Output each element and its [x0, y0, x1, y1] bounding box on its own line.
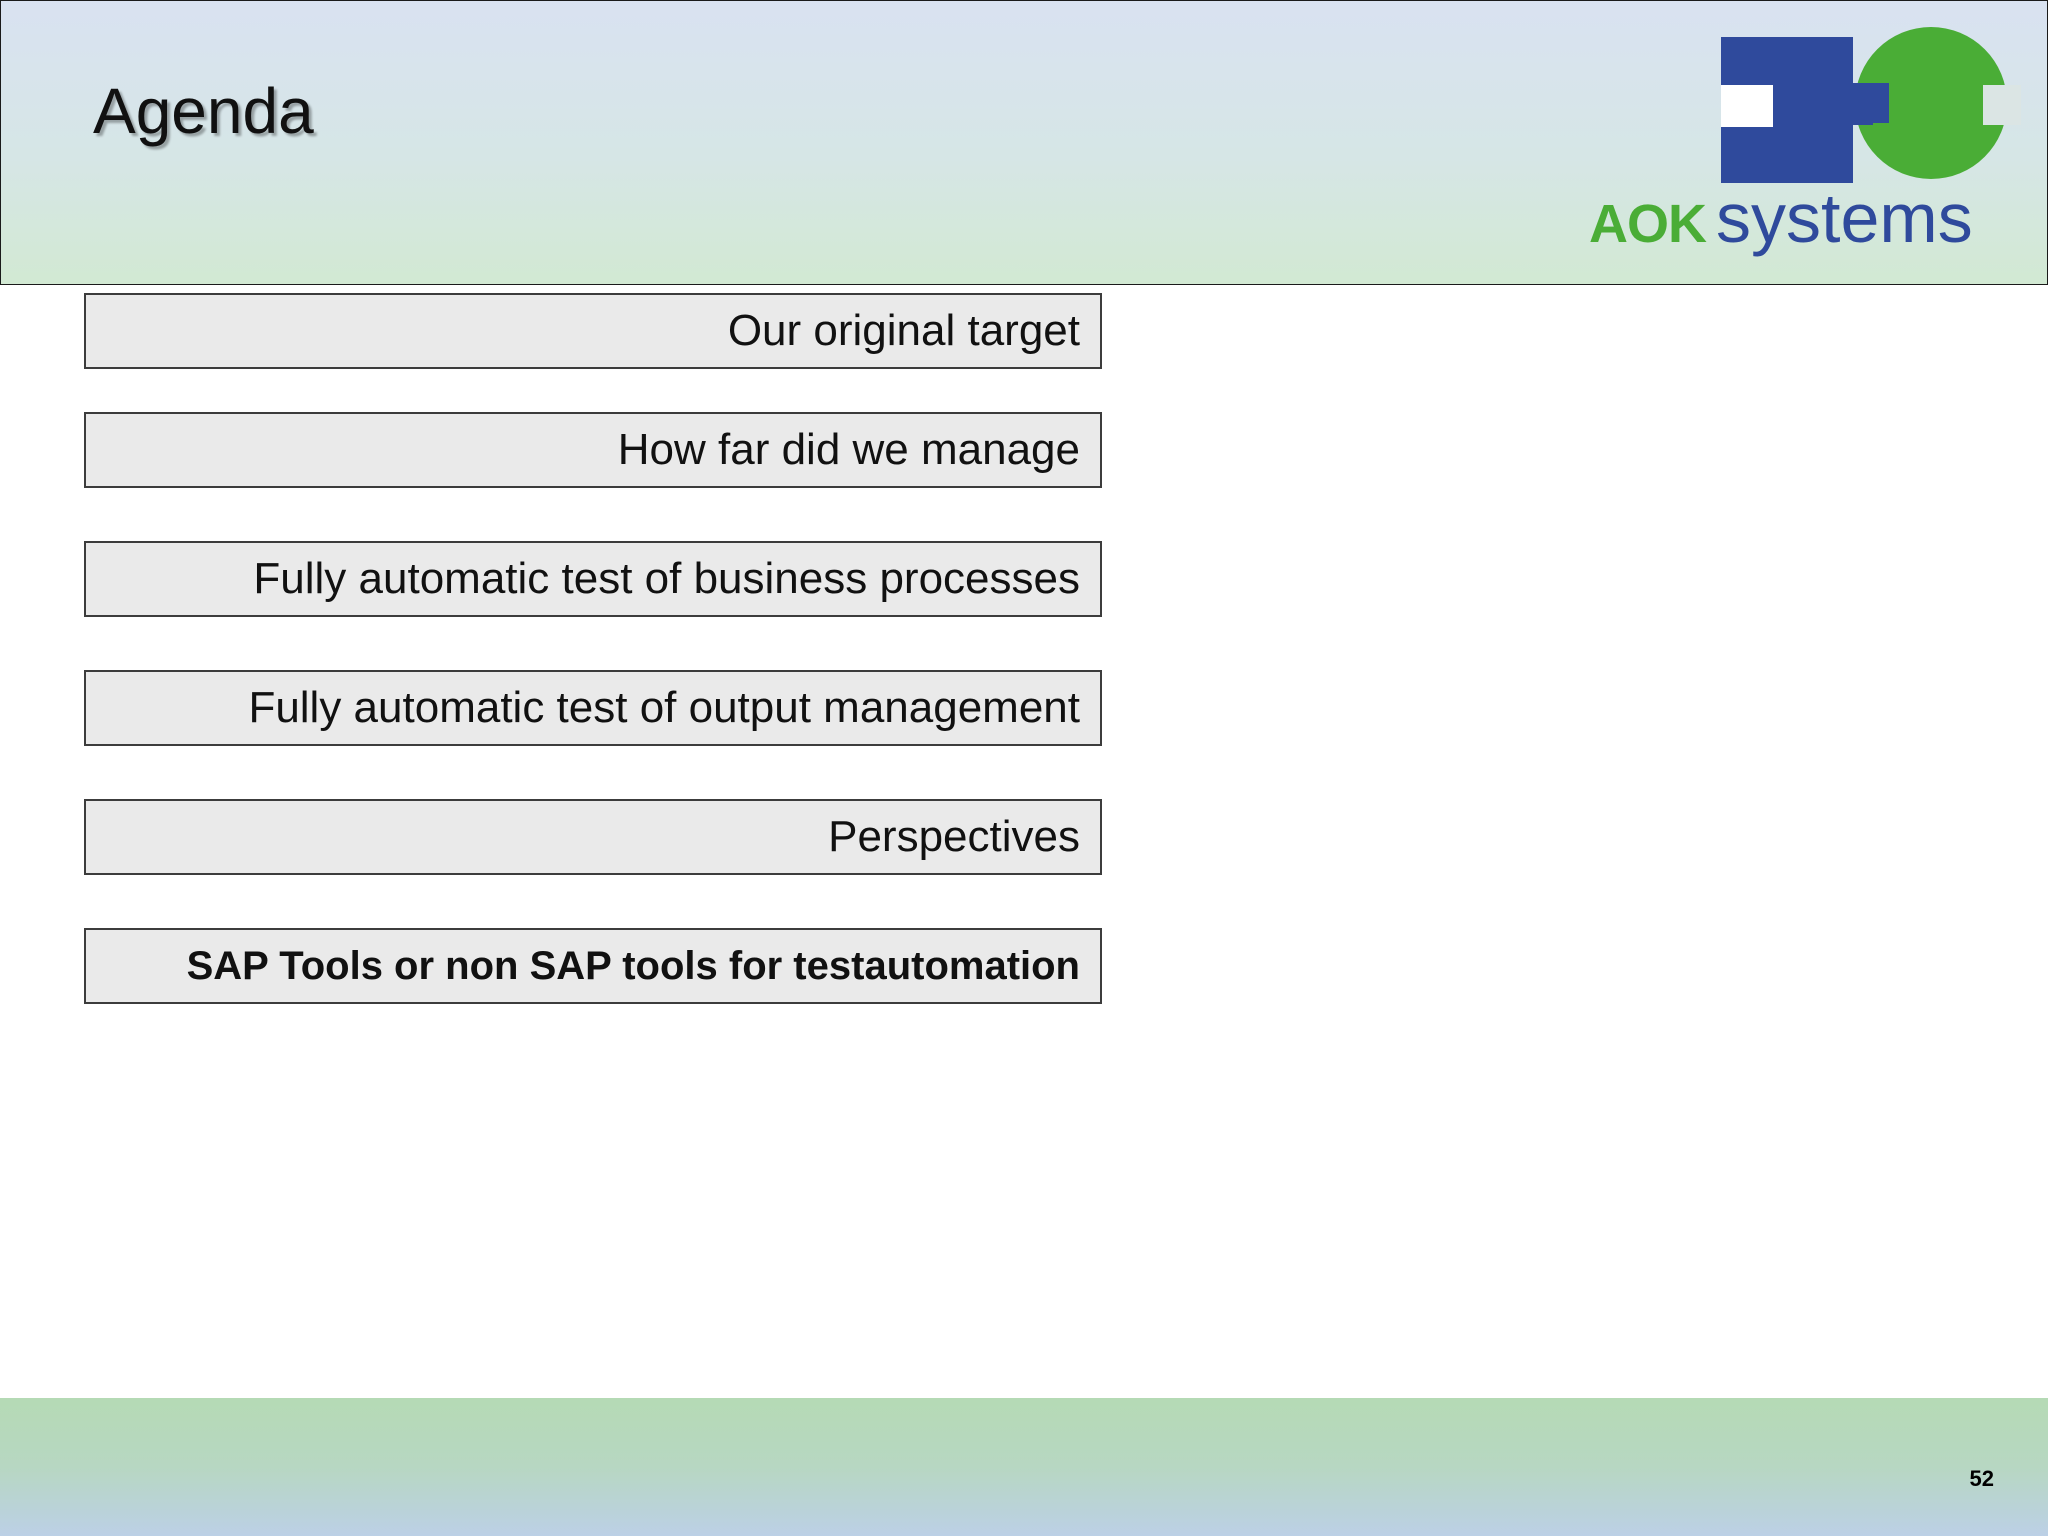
logo-aok-text: AOK	[1589, 194, 1706, 254]
page-number: 52	[1969, 1466, 1994, 1491]
agenda-item-output-management: Fully automatic test of output management	[84, 670, 1102, 746]
agenda-item-how-far: How far did we manage	[84, 412, 1102, 488]
header-banner	[0, 0, 2048, 285]
logo-blue-left-arm	[1721, 85, 1773, 127]
agenda-item-sap-tools: SAP Tools or non SAP tools for testautomation	[84, 928, 1102, 1004]
logo-mark-icon	[1581, 23, 2021, 183]
logo-systems-text: systems	[1716, 179, 1973, 257]
logo-blue-right-arm	[1853, 83, 1889, 123]
logo-wordmark	[1589, 179, 1973, 257]
logo-green-cut-right	[1983, 85, 2021, 125]
company-logo	[1581, 23, 2021, 263]
agenda-item-perspectives: Perspectives	[84, 799, 1102, 875]
footer-banner	[0, 1398, 2048, 1536]
agenda-item-business-processes: Fully automatic test of business processes	[84, 541, 1102, 617]
agenda-item-original-target: Our original target	[84, 293, 1102, 369]
page-title: Agenda	[93, 75, 314, 147]
